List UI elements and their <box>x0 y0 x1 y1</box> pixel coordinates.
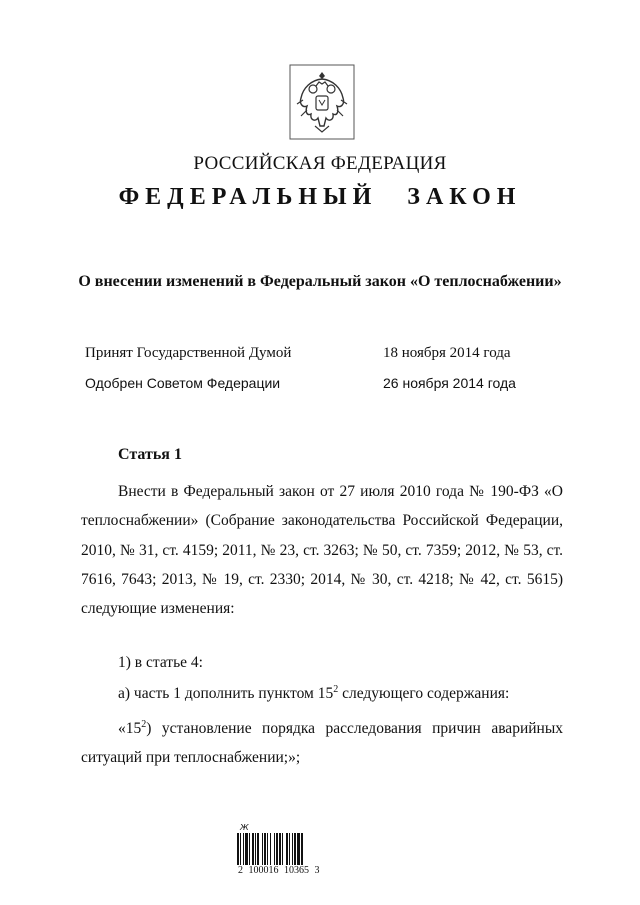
quoted-provision-paragraph <box>81 714 563 773</box>
quote-start: «15 <box>118 720 142 737</box>
article-heading: Статья 1 <box>118 446 182 463</box>
quote-superscript: 2 <box>141 719 147 730</box>
barcode-bars <box>236 833 324 865</box>
country-heading: РОССИЙСКАЯ ФЕДЕРАЦИЯ <box>193 153 447 174</box>
item-a-text: а) часть 1 дополнить пунктом 15 <box>118 685 334 702</box>
adoption-row-council <box>85 375 565 391</box>
barcode <box>236 823 326 881</box>
quote-text: ) установление порядка расследования причин аварийных ситуаций при теплоснабжении;»; <box>81 720 563 767</box>
barcode-number: 2 100016 10365 3 <box>238 865 320 876</box>
coat-of-arms-icon <box>289 64 355 140</box>
adoption-date: 18 ноября 2014 года <box>383 345 511 361</box>
adoption-date: 26 ноября 2014 года <box>383 375 516 391</box>
article-intro-paragraph: Внести в Федеральный закон от 27 июля 2010 года № 190-ФЗ «О теплоснабжении» (Собрание законодательства Российской Федерации, 2010, № 31, ст. 4159; 2011, № 23, ст. 3263; № 50, ст. 7359; 2012, № 53, ст. 7616, 7643; 2013, № 19, ст. 2330; 2014, № 30, ст. 4218; № 42, ст. 5615) следующие изменения: <box>81 483 563 618</box>
adoption-row-duma <box>85 345 565 362</box>
adoption-label: Принят Государственной Думой <box>85 345 292 361</box>
article-item-1: 1) в статье 4: <box>118 654 203 671</box>
item-a-text-end: следующего содержания: <box>338 685 510 702</box>
document-type-heading: ФЕДЕРАЛЬНЫЙ ЗАКОН <box>118 184 522 210</box>
item-a-superscript: 2 <box>333 684 339 695</box>
adoption-label: Одобрен Советом Федерации <box>85 375 281 391</box>
barcode-mark: Ж <box>240 823 249 832</box>
law-title: О внесении изменений в Федеральный закон «О теплоснабжении» <box>78 273 562 290</box>
article-item-a <box>118 685 509 703</box>
